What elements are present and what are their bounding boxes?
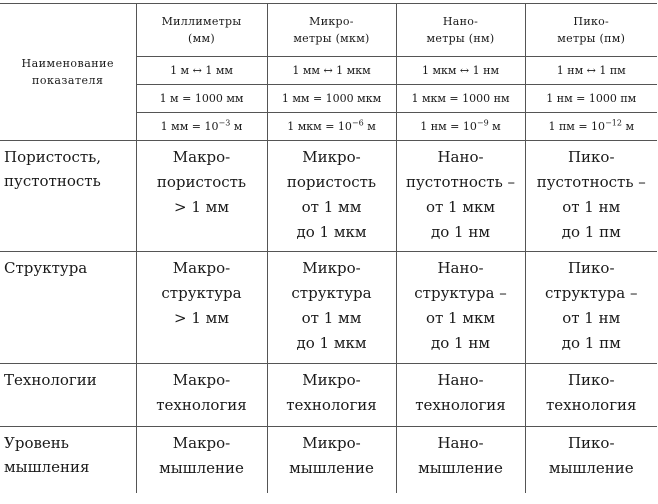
table-cell: Нано- структура – от 1 мкм до 1 нм — [396, 252, 525, 364]
row-technologies — [0, 364, 657, 427]
conversion-cell: 1 нм = 1000 пм — [525, 85, 657, 113]
conversion-cell: 1 пм = $10^{-12}$ м — [525, 113, 657, 141]
row-label: Уровень мышления — [0, 427, 136, 493]
unit-header-micrometers: Микро- метры (мкм) — [267, 4, 396, 57]
table-cell: Пико- мышление — [525, 427, 657, 493]
row-label: Технологии — [0, 364, 136, 427]
row-label: Пористость, пустотность — [0, 141, 136, 252]
table-cell: Пико- технология — [525, 364, 657, 427]
row-porosity — [0, 141, 657, 252]
table-cell: Макро- структура > 1 мм — [136, 252, 267, 364]
conversion-cell: 1 мкм = 1000 нм — [396, 85, 525, 113]
table-cell: Нано- мышление — [396, 427, 525, 493]
conversion-cell: 1 мкм = $10^{-6}$ м — [267, 113, 396, 141]
conversion-cell: 1 м ↔ 1 мм — [136, 57, 267, 85]
table-cell: Микро- технология — [267, 364, 396, 427]
conversion-cell: 1 нм ↔ 1 пм — [525, 57, 657, 85]
row-label: Структура — [0, 252, 136, 364]
unit-header-millimeters: Миллиметры (мм) — [136, 4, 267, 57]
conversion-cell: 1 м = 1000 мм — [136, 85, 267, 113]
table-cell: Микро- структура от 1 мм до 1 мкм — [267, 252, 396, 364]
conversion-cell: 1 мм = 1000 мкм — [267, 85, 396, 113]
table-cell: Пико- пустотность – от 1 нм до 1 пм — [525, 141, 657, 252]
indicator-name-header — [0, 4, 136, 141]
table-cell: Микро- мышление — [267, 427, 396, 493]
conversion-cell: 1 мм = $10^{-3}$ м — [136, 113, 267, 141]
row-thinking-level — [0, 427, 657, 493]
row-structure — [0, 252, 657, 364]
table-cell: Макро- мышление — [136, 427, 267, 493]
conversion-cell: 1 мкм ↔ 1 нм — [396, 57, 525, 85]
scale-comparison-table — [0, 3, 657, 493]
unit-header-nanometers: Нано- метры (нм) — [396, 4, 525, 57]
table-cell: Макро- пористость > 1 мм — [136, 141, 267, 252]
conversion-cell: 1 нм = $10^{-9}$ м — [396, 113, 525, 141]
table-cell: Нано- пустотность – от 1 мкм до 1 нм — [396, 141, 525, 252]
indicator-name-line: Наименование — [21, 57, 114, 70]
table-cell: Нано- технология — [396, 364, 525, 427]
table-cell: Пико- структура – от 1 нм до 1 пм — [525, 252, 657, 364]
conversion-cell: 1 мм ↔ 1 мкм — [267, 57, 396, 85]
table-cell: Макро- технология — [136, 364, 267, 427]
table-cell: Микро- пористость от 1 мм до 1 мкм — [267, 141, 396, 252]
unit-header-picometers: Пико- метры (пм) — [525, 4, 657, 57]
header-units-row — [0, 4, 657, 57]
indicator-name-line: показателя — [32, 74, 104, 87]
